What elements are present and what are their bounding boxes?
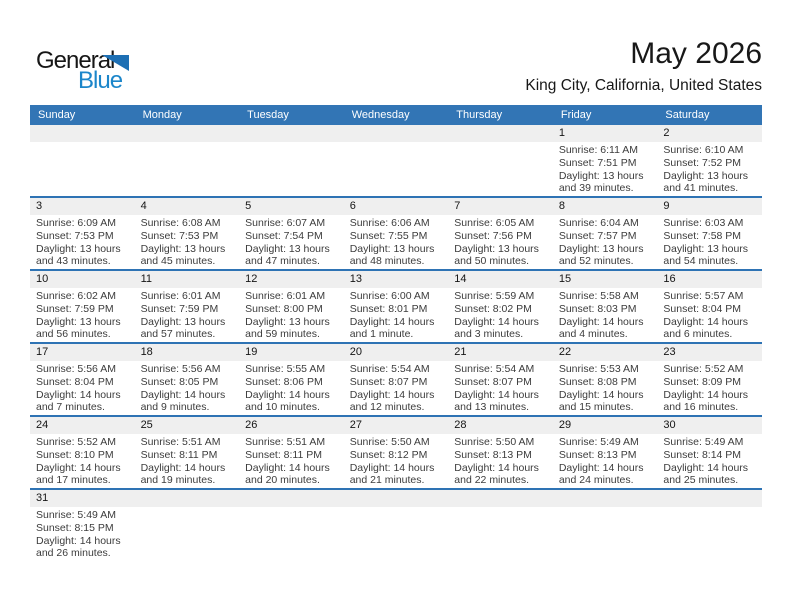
- day-details: [448, 215, 553, 268]
- day-daylight-line2: and 19 minutes.: [140, 474, 216, 487]
- day-daylight-line2: and 59 minutes.: [245, 328, 320, 341]
- day-daylight-line2: and 15 minutes.: [558, 401, 634, 414]
- day-cell: [135, 344, 240, 415]
- day-cell: [448, 490, 553, 563]
- day-sunrise: Sunrise: 5:50 AM: [349, 436, 430, 448]
- day-daylight-line2: and 43 minutes.: [36, 255, 111, 268]
- week-row: [30, 198, 762, 271]
- day-number: 30: [657, 417, 762, 434]
- week-row: [30, 125, 762, 198]
- day-daylight-line2: and 45 minutes.: [140, 255, 216, 268]
- day-daylight-line1: Daylight: 14 hours: [663, 388, 749, 401]
- day-sunrise: Sunrise: 6:02 AM: [36, 290, 116, 302]
- day-cell: [448, 125, 553, 196]
- day-number: 6: [344, 198, 449, 215]
- day-details: [239, 434, 344, 487]
- calendar-weeks: [30, 125, 762, 563]
- day-cell: [553, 490, 658, 563]
- day-number: 22: [553, 344, 658, 361]
- day-cell: [135, 198, 240, 269]
- day-daylight-line1: Daylight: 14 hours: [36, 388, 121, 401]
- day-number: 31: [30, 490, 135, 507]
- logo-word-blue: Blue: [78, 67, 123, 94]
- day-sunrise: Sunrise: 6:01 AM: [140, 290, 221, 302]
- day-details: [344, 361, 449, 414]
- day-number: 5: [239, 198, 344, 215]
- day-sunrise: Sunrise: 5:49 AM: [663, 436, 744, 448]
- day-details: [657, 288, 762, 341]
- day-sunset: Sunset: 8:09 PM: [663, 375, 742, 388]
- day-sunset: Sunset: 7:53 PM: [36, 229, 114, 242]
- day-details: [239, 288, 344, 341]
- day-daylight-line1: Daylight: 14 hours: [36, 534, 121, 547]
- location-subtitle: King City, California, United States: [525, 77, 762, 94]
- day-sunset: Sunset: 7:59 PM: [36, 302, 114, 315]
- day-cell: [553, 344, 658, 415]
- day-daylight-line1: Daylight: 13 hours: [349, 242, 435, 255]
- day-cell: [239, 490, 344, 563]
- week-row: [30, 344, 762, 417]
- day-number: [448, 125, 553, 142]
- day-cell: [448, 271, 553, 342]
- day-number: 29: [553, 417, 658, 434]
- day-sunset: Sunset: 8:05 PM: [140, 375, 219, 388]
- day-number: [344, 490, 449, 507]
- day-cell: [657, 271, 762, 342]
- day-details: [344, 507, 449, 509]
- day-sunset: Sunset: 7:52 PM: [663, 156, 742, 169]
- weekday-cell: Friday: [560, 109, 592, 121]
- day-daylight-line2: and 41 minutes.: [663, 182, 739, 195]
- day-sunrise: Sunrise: 6:08 AM: [140, 217, 221, 229]
- day-sunrise: Sunrise: 5:57 AM: [663, 290, 744, 302]
- day-cell: [30, 417, 135, 488]
- day-sunset: Sunset: 8:07 PM: [349, 375, 428, 388]
- day-daylight-line1: Daylight: 14 hours: [245, 388, 330, 401]
- day-sunset: Sunset: 7:51 PM: [558, 156, 637, 169]
- page-title: May 2026: [630, 37, 762, 70]
- day-details: [30, 434, 135, 487]
- day-sunrise: Sunrise: 6:07 AM: [245, 217, 326, 229]
- day-sunrise: Sunrise: 6:03 AM: [663, 217, 744, 229]
- day-sunrise: Sunrise: 5:49 AM: [558, 436, 639, 448]
- day-details: [657, 361, 762, 414]
- day-number: [553, 490, 658, 507]
- day-daylight-line1: Daylight: 14 hours: [663, 315, 749, 328]
- day-sunset: Sunset: 8:00 PM: [245, 302, 323, 315]
- day-details: [657, 434, 762, 487]
- day-cell: [657, 344, 762, 415]
- day-cell: [448, 344, 553, 415]
- day-number: [135, 125, 240, 142]
- day-cell: [239, 198, 344, 269]
- day-cell: [553, 271, 658, 342]
- day-daylight-line1: Daylight: 13 hours: [558, 242, 644, 255]
- day-number: 25: [135, 417, 240, 434]
- day-number: 21: [448, 344, 553, 361]
- day-sunrise: Sunrise: 5:51 AM: [140, 436, 221, 448]
- day-cell: [30, 490, 135, 563]
- day-cell: [553, 417, 658, 488]
- day-number: 18: [135, 344, 240, 361]
- day-sunset: Sunset: 8:13 PM: [558, 448, 637, 461]
- day-daylight-line2: and 6 minutes.: [663, 328, 733, 341]
- weekday-cell: Tuesday: [247, 109, 289, 121]
- day-details: [135, 507, 240, 509]
- day-daylight-line2: and 24 minutes.: [558, 474, 634, 487]
- day-daylight-line2: and 1 minute.: [349, 328, 414, 341]
- day-daylight-line2: and 56 minutes.: [36, 328, 111, 341]
- day-sunset: Sunset: 7:56 PM: [454, 229, 532, 242]
- day-details: [239, 361, 344, 414]
- week-row: [30, 271, 762, 344]
- day-details: [657, 142, 762, 195]
- day-cell: [448, 417, 553, 488]
- day-cell: [344, 125, 449, 196]
- day-details: [30, 361, 135, 414]
- day-daylight-line1: Daylight: 14 hours: [36, 461, 121, 474]
- day-number: 13: [344, 271, 449, 288]
- day-sunrise: Sunrise: 5:52 AM: [36, 436, 116, 448]
- day-daylight-line2: and 13 minutes.: [454, 401, 529, 414]
- day-number: 12: [239, 271, 344, 288]
- day-sunset: Sunset: 8:11 PM: [245, 448, 322, 461]
- day-number: 24: [30, 417, 135, 434]
- day-cell: [657, 417, 762, 488]
- day-cell: [239, 271, 344, 342]
- day-details: [448, 288, 553, 341]
- day-daylight-line2: and 16 minutes.: [663, 401, 739, 414]
- day-sunrise: Sunrise: 6:09 AM: [36, 217, 116, 229]
- day-cell: [448, 198, 553, 269]
- day-details: [135, 288, 240, 341]
- day-daylight-line1: Daylight: 14 hours: [245, 461, 330, 474]
- day-cell: [344, 198, 449, 269]
- day-sunset: Sunset: 8:13 PM: [454, 448, 532, 461]
- day-number: 3: [30, 198, 135, 215]
- day-cell: [30, 125, 135, 196]
- day-daylight-line1: Daylight: 14 hours: [349, 388, 435, 401]
- day-daylight-line1: Daylight: 13 hours: [663, 242, 749, 255]
- day-daylight-line1: Daylight: 13 hours: [454, 242, 539, 255]
- day-sunset: Sunset: 8:15 PM: [36, 521, 114, 534]
- day-sunset: Sunset: 8:11 PM: [140, 448, 218, 461]
- week-row: [30, 490, 762, 563]
- day-daylight-line2: and 21 minutes.: [349, 474, 425, 487]
- day-number: [30, 125, 135, 142]
- day-sunrise: Sunrise: 5:49 AM: [36, 509, 116, 521]
- day-daylight-line1: Daylight: 13 hours: [140, 242, 226, 255]
- day-details: [657, 215, 762, 268]
- day-number: 15: [553, 271, 658, 288]
- day-daylight-line2: and 9 minutes.: [140, 401, 210, 414]
- weekday-cell: Thursday: [456, 109, 503, 121]
- day-cell: [657, 490, 762, 563]
- day-daylight-line1: Daylight: 14 hours: [140, 388, 226, 401]
- day-sunset: Sunset: 7:55 PM: [349, 229, 428, 242]
- day-sunrise: Sunrise: 5:53 AM: [558, 363, 639, 375]
- day-number: 20: [344, 344, 449, 361]
- day-number: 1: [553, 125, 658, 142]
- day-details: [239, 142, 344, 144]
- day-details: [30, 288, 135, 341]
- day-sunrise: Sunrise: 5:58 AM: [558, 290, 639, 302]
- day-sunset: Sunset: 8:01 PM: [349, 302, 428, 315]
- day-details: [553, 434, 658, 487]
- day-details: [344, 434, 449, 487]
- day-cell: [657, 125, 762, 196]
- day-sunrise: Sunrise: 5:52 AM: [663, 363, 744, 375]
- day-daylight-line1: Daylight: 14 hours: [454, 461, 539, 474]
- day-number: 9: [657, 198, 762, 215]
- day-cell: [553, 198, 658, 269]
- day-details: [553, 507, 658, 509]
- day-daylight-line1: Daylight: 14 hours: [558, 461, 644, 474]
- day-sunset: Sunset: 8:02 PM: [454, 302, 532, 315]
- day-details: [553, 288, 658, 341]
- day-daylight-line1: Daylight: 14 hours: [349, 461, 435, 474]
- day-sunset: Sunset: 8:12 PM: [349, 448, 428, 461]
- day-cell: [239, 125, 344, 196]
- day-number: [135, 490, 240, 507]
- day-daylight-line1: Daylight: 13 hours: [36, 242, 121, 255]
- day-daylight-line1: Daylight: 14 hours: [558, 388, 644, 401]
- day-details: [448, 434, 553, 487]
- day-number: 23: [657, 344, 762, 361]
- logo-word-general: General: [36, 47, 115, 74]
- day-sunrise: Sunrise: 5:50 AM: [454, 436, 535, 448]
- day-number: [344, 125, 449, 142]
- title-block: [525, 38, 762, 95]
- day-details: [135, 142, 240, 144]
- day-sunset: Sunset: 7:59 PM: [140, 302, 219, 315]
- day-cell: [135, 417, 240, 488]
- day-number: 4: [135, 198, 240, 215]
- day-daylight-line2: and 39 minutes.: [558, 182, 634, 195]
- day-cell: [30, 198, 135, 269]
- day-daylight-line2: and 3 minutes.: [454, 328, 524, 341]
- day-number: 19: [239, 344, 344, 361]
- weekday-cell: Saturday: [665, 109, 710, 121]
- day-sunrise: Sunrise: 5:59 AM: [454, 290, 535, 302]
- day-sunset: Sunset: 7:54 PM: [245, 229, 323, 242]
- day-sunset: Sunset: 7:58 PM: [663, 229, 742, 242]
- day-details: [239, 507, 344, 509]
- day-sunrise: Sunrise: 6:05 AM: [454, 217, 535, 229]
- day-sunrise: Sunrise: 6:00 AM: [349, 290, 430, 302]
- day-number: [657, 490, 762, 507]
- day-number: 27: [344, 417, 449, 434]
- day-daylight-line1: Daylight: 14 hours: [454, 315, 539, 328]
- day-details: [135, 215, 240, 268]
- day-details: [448, 142, 553, 144]
- day-daylight-line2: and 4 minutes.: [558, 328, 628, 341]
- day-number: 2: [657, 125, 762, 142]
- day-daylight-line1: Daylight: 14 hours: [663, 461, 749, 474]
- day-details: [344, 288, 449, 341]
- day-daylight-line1: Daylight: 13 hours: [663, 169, 749, 182]
- day-details: [344, 142, 449, 144]
- day-sunrise: Sunrise: 5:56 AM: [36, 363, 116, 375]
- day-sunrise: Sunrise: 5:55 AM: [245, 363, 326, 375]
- day-daylight-line2: and 54 minutes.: [663, 255, 739, 268]
- day-daylight-line1: Daylight: 13 hours: [245, 242, 330, 255]
- day-cell: [657, 198, 762, 269]
- day-number: [239, 490, 344, 507]
- day-sunset: Sunset: 7:53 PM: [140, 229, 219, 242]
- day-daylight-line1: Daylight: 13 hours: [245, 315, 330, 328]
- day-number: [239, 125, 344, 142]
- day-daylight-line2: and 48 minutes.: [349, 255, 425, 268]
- day-cell: [239, 417, 344, 488]
- day-sunrise: Sunrise: 5:54 AM: [454, 363, 535, 375]
- day-cell: [344, 417, 449, 488]
- day-daylight-line2: and 7 minutes.: [36, 401, 105, 414]
- day-daylight-line2: and 22 minutes.: [454, 474, 529, 487]
- day-daylight-line1: Daylight: 13 hours: [36, 315, 121, 328]
- day-cell: [344, 490, 449, 563]
- day-daylight-line1: Daylight: 14 hours: [140, 461, 226, 474]
- weekday-cell: Monday: [142, 109, 182, 121]
- day-number: 26: [239, 417, 344, 434]
- day-number: 7: [448, 198, 553, 215]
- day-cell: [344, 271, 449, 342]
- weekday-cell: Wednesday: [351, 109, 410, 121]
- day-daylight-line1: Daylight: 13 hours: [140, 315, 226, 328]
- day-daylight-line2: and 17 minutes.: [36, 474, 111, 487]
- day-daylight-line2: and 12 minutes.: [349, 401, 425, 414]
- day-daylight-line2: and 47 minutes.: [245, 255, 320, 268]
- day-sunset: Sunset: 8:04 PM: [663, 302, 742, 315]
- day-number: 14: [448, 271, 553, 288]
- day-cell: [553, 125, 658, 196]
- day-daylight-line2: and 26 minutes.: [36, 547, 111, 560]
- day-daylight-line2: and 25 minutes.: [663, 474, 739, 487]
- day-sunrise: Sunrise: 6:11 AM: [558, 144, 639, 156]
- day-sunrise: Sunrise: 6:06 AM: [349, 217, 430, 229]
- day-sunset: Sunset: 8:14 PM: [663, 448, 742, 461]
- day-sunset: Sunset: 8:04 PM: [36, 375, 114, 388]
- day-details: [30, 142, 135, 144]
- day-daylight-line2: and 57 minutes.: [140, 328, 216, 341]
- day-sunset: Sunset: 7:57 PM: [558, 229, 637, 242]
- day-daylight-line2: and 50 minutes.: [454, 255, 529, 268]
- day-daylight-line2: and 52 minutes.: [558, 255, 634, 268]
- day-sunrise: Sunrise: 5:54 AM: [349, 363, 430, 375]
- day-details: [448, 361, 553, 414]
- day-details: [344, 215, 449, 268]
- day-sunrise: Sunrise: 5:51 AM: [245, 436, 326, 448]
- day-details: [30, 507, 135, 560]
- day-number: 28: [448, 417, 553, 434]
- general-blue-logo: [36, 47, 156, 95]
- day-daylight-line2: and 10 minutes.: [245, 401, 320, 414]
- day-details: [553, 215, 658, 268]
- day-cell: [135, 125, 240, 196]
- day-details: [553, 142, 658, 195]
- weekday-header: [30, 105, 762, 125]
- day-cell: [30, 271, 135, 342]
- day-details: [239, 215, 344, 268]
- day-sunrise: Sunrise: 6:04 AM: [558, 217, 639, 229]
- day-cell: [30, 344, 135, 415]
- day-sunset: Sunset: 8:06 PM: [245, 375, 323, 388]
- day-details: [448, 507, 553, 509]
- day-details: [135, 434, 240, 487]
- day-cell: [135, 490, 240, 563]
- weekday-cell: Sunday: [38, 109, 76, 121]
- day-number: 17: [30, 344, 135, 361]
- day-daylight-line2: and 20 minutes.: [245, 474, 320, 487]
- day-details: [553, 361, 658, 414]
- week-row: [30, 417, 762, 490]
- day-number: 10: [30, 271, 135, 288]
- day-number: 16: [657, 271, 762, 288]
- day-sunset: Sunset: 8:10 PM: [36, 448, 114, 461]
- day-cell: [344, 344, 449, 415]
- day-details: [30, 215, 135, 268]
- day-number: 11: [135, 271, 240, 288]
- day-cell: [135, 271, 240, 342]
- calendar-table: [30, 105, 762, 563]
- day-sunrise: Sunrise: 6:10 AM: [663, 144, 744, 156]
- day-sunset: Sunset: 8:08 PM: [558, 375, 637, 388]
- day-sunrise: Sunrise: 6:01 AM: [245, 290, 326, 302]
- day-number: 8: [553, 198, 658, 215]
- day-daylight-line1: Daylight: 14 hours: [454, 388, 539, 401]
- day-daylight-line1: Daylight: 13 hours: [558, 169, 644, 182]
- day-details: [657, 507, 762, 509]
- day-details: [135, 361, 240, 414]
- day-sunset: Sunset: 8:03 PM: [558, 302, 637, 315]
- day-number: [448, 490, 553, 507]
- day-cell: [239, 344, 344, 415]
- day-sunrise: Sunrise: 5:56 AM: [140, 363, 221, 375]
- day-sunset: Sunset: 8:07 PM: [454, 375, 532, 388]
- day-daylight-line1: Daylight: 14 hours: [349, 315, 435, 328]
- day-daylight-line1: Daylight: 14 hours: [558, 315, 644, 328]
